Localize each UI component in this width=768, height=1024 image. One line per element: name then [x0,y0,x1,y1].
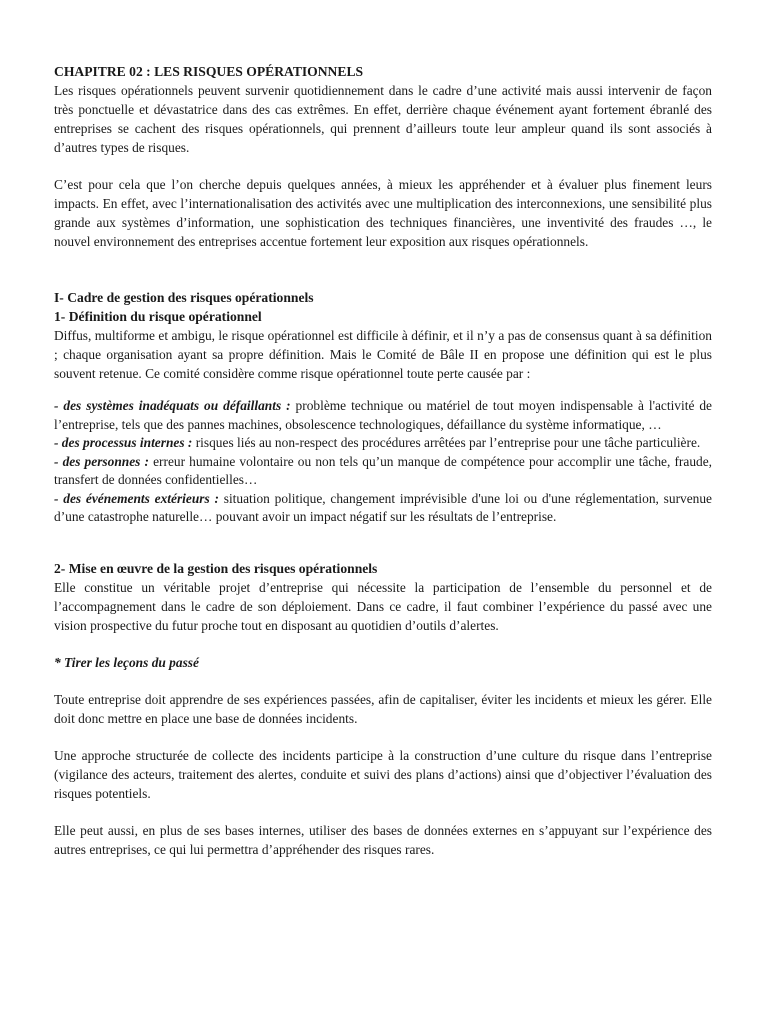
list-item-lead: - des événements extérieurs : [54,490,219,506]
lessons-paragraph-1: Toute entreprise doit apprendre de ses expériences passées, afin de capitaliser, éviter les incidents et mieux les gérer. Elle doit donc mettre en place une base de données incidents. [54,691,712,726]
list-item-text: situation politique, changement imprévisible d'une loi ou d'une réglementation, survenue d’une catastrophe naturelle… pouvant avoir un impact négatif sur les résultats de l’entreprise. [54,490,712,524]
list-item-text: problème technique ou matériel de tout moyen indispensable à l'activité de l’entreprise, tels que des pannes machines, obsolescence technologiques, défaillance du système informatique, … [54,398,712,432]
lessons-heading: * Tirer les leçons du passé [54,654,199,670]
list-item-lead: - des processus internes : [54,435,193,450]
list-item [54,397,712,434]
definition-paragraph: Diffus, multiforme et ambigu, le risque opérationnel est difficile à définir, et il n’y a pas de consensus quant à sa définition ; chaque organisation ayant sa propre définition. Mais le Comité de Bâle II en propose une définition qui est le plus souvent retenue. Ce comité considère comme risque opérationnel toute perte causée par : [54,328,712,381]
subsection-title-implementation: 2- Mise en œuvre de la gestion des risques opérationnels [54,560,378,576]
list-item-text: erreur humaine volontaire ou non tels qu’un manque de compétence pour accomplir une tâche, fraude, transfert de données confidentielles… [54,453,712,487]
chapter-title: CHAPITRE 02 : LES RISQUES OPÉRATIONNELS [54,64,364,79]
implementation-paragraph: Elle constitue un véritable projet d’entreprise qui nécessite la participation de l’ensemble du personnel et de l’accompagnement dans le cadre de son déploiement. Dans ce cadre, il faut combiner l’expérience du passé avec une vision prospective du futur proche tout en disposant au quotidien d’outils d’alertes. [54,579,712,633]
intro-paragraph-1: Les risques opérationnels peuvent survenir quotidiennement dans le cadre d’une activité mais aussi intervenir de façon très ponctuelle et dévastatrice dans des cas extrêmes. En effet, derrière chaque événement ayant fortement ébranlé des entreprises se cachent des risques opérationnels, qui prennent d’ailleurs toute leur ampleur quand ils sont associés à d’autres types de risques. [54,83,712,155]
risk-causes-list [54,397,712,527]
lessons-paragraph-2: Une approche structurée de collecte des incidents participe à la construction d’une culture du risque dans l’entreprise (vigilance des acteurs, traitement des alertes, conduite et suivi des plans d’actions) ainsi que d’objectiver l’évaluation des risques potentiels. [54,747,712,801]
list-item [54,434,712,453]
list-item [54,453,712,490]
intro-paragraph-2: C’est pour cela que l’on cherche depuis quelques années, à mieux les appréhender et à évaluer plus finement leurs impacts. En effet, avec l’internationalisation des activités avec une multiplication des interconnexions, une sensibilité plus grande aux systèmes d’information, une sophistication des techniques financières, une inventivité des fraudes …, le nouvel environnement des entreprises accentue fortement leur exposition aux risques opérationnels. [54,177,712,249]
list-item [54,490,712,527]
list-item-text: risques liés au non-respect des procédures arrêtées par l’entreprise pour une tâche particulière. [192,435,701,450]
lessons-paragraph-3: Elle peut aussi, en plus de ses bases internes, utiliser des bases de données externes en s’appuyant sur l’expérience des autres entreprises, ce qui lui permettra d’appréhender des risques rares. [54,822,712,857]
list-item-lead: - des personnes : [54,453,149,469]
subsection-title-definition: 1- Définition du risque opérationnel [54,309,262,324]
list-item-lead: - des systèmes inadéquats ou défaillants : [54,398,291,413]
section-title: I- Cadre de gestion des risques opérationnels [54,290,314,305]
